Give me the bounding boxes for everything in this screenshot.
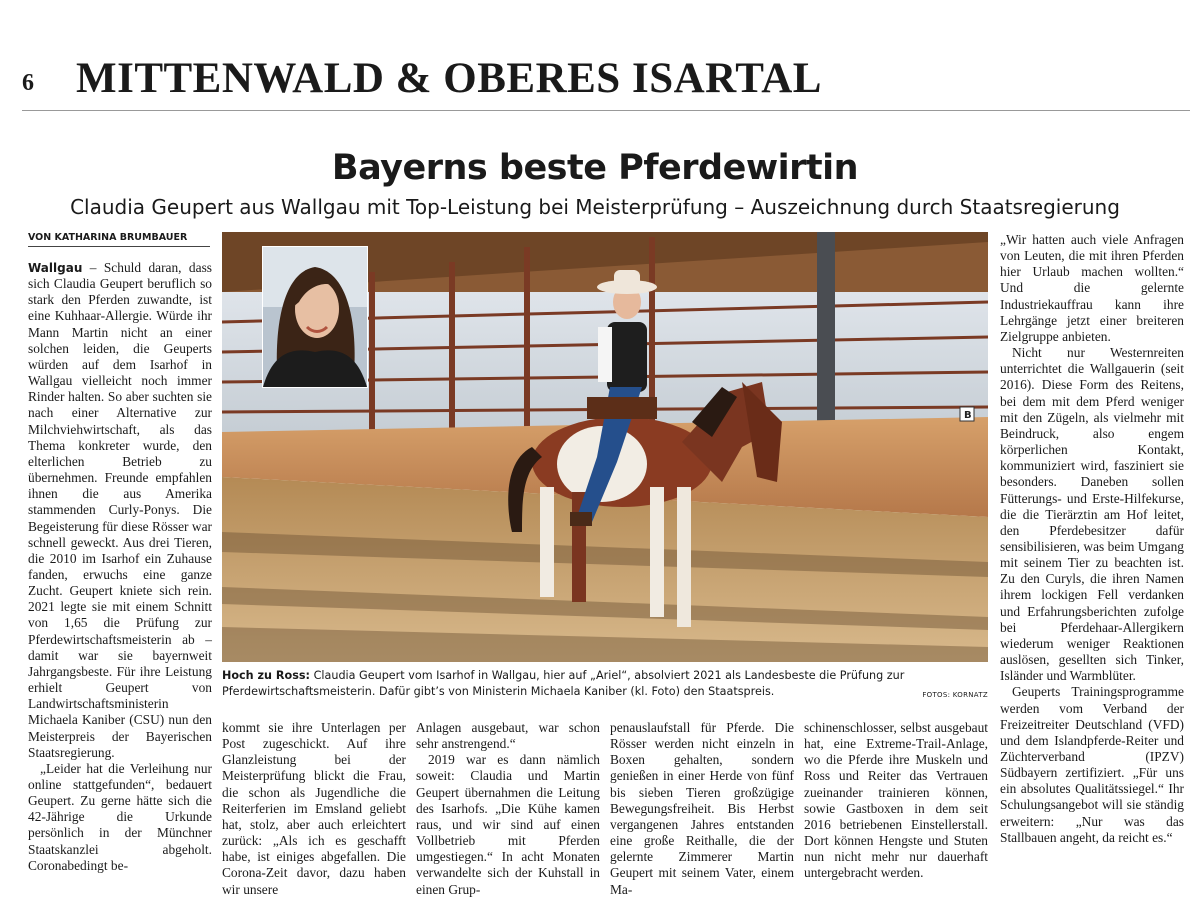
byline: VON KATHARINA BRUMBAUER — [28, 232, 210, 247]
paragraph: Geuperts Trainingsprogramme werden vom Verband der Freizeitreiter Deutschland (VFD) und dem Islandpferde-Reiter und Züchterverband (IPZV) Südbayern zertifiziert. „Für uns ein absolutes Qualitätssiegel.“ Ihr Schulungsangebot will sie ständig erweitern: „Nur was das Stallbauen angeht, da reicht es.“ — [1000, 684, 1184, 845]
paragraph: Wallgau – Schuld daran, dass sich Claudia Geupert beruflich so stark den Pferden zuwandte, ist eine Kuhhaar-Allergie. Würde ihr Mann Martin nicht an einer solchen leiden, die Geuperts würden auf dem Isarhof in Wallgau vielleicht noch immer Rinder halten. So aber suchten sie nach einer Alternative zur Milchviehwirtschaft, als das Thema konkreter wurde, den elterlichen Betrieb zu übernehmen. Freunde empfahlen ihnen die aus Amerika stammenden Curly-Ponys. Die Begeisterung für diese Rösser war schnell geweckt. Aus drei Tieren, die 2010 im Isarhof ein Zuhause fanden, erwuchs eine ganze Zucht. Geupert kniete sich rein. 2021 legte sie mit einem Schnitt von 1,65 die Prüfung zur Pferdewirtschaftsmeisterin ab – damit war sie bayernweit Jahrgangsbeste. Für ihre Leistung erhielt Geupert von Landwirtschaftsministerin Michaela Kaniber (CSU) nun den Meisterpreis der Bayerischen Staatsregierung. — [28, 260, 212, 760]
paragraph: kommt sie ihre Unterlagen per Post zugeschickt. Auf ihre Glanzleistung bei der Meisterprüfung blickt die Frau, die schon als Jugendliche die Reiterferien im Emsland geliebt hat, stolz, aber auch erleichtert zurück: „Als ich es geschafft habe, ist einiges abgefallen. Die Corona-Zeit davor, dazu haben wir unsere — [222, 720, 406, 897]
paragraph: „Wir hatten auch viele Anfragen von Leuten, die mit ihren Pferden hier Urlaub machen wollten.“ Und die gelernte Industriekauffrau kann ihre Lehrgänge jetzt einer breiteren Zielgruppe anbieten. — [1000, 232, 1184, 344]
article-column-1 — [28, 260, 212, 874]
page-number: 6 — [22, 70, 34, 96]
inset-portrait — [262, 246, 368, 388]
section-title: MITTENWALD & OBERES ISARTAL — [76, 55, 822, 102]
paragraph: Nicht nur Westernreiten unterrichtet die Wallgauerin (seit 2016). Diese Form des Reitens, bei dem mit dem Pferd weniger mit den Zügeln, als vielmehr mit Beindruck, also engem körperlichen Kontakt, kommuniziert wird, fasziniert sie besonders. Daneben sollen Fütterungs- und Erste-Hilfekurse, die die Tierärztin am Hof leitet, den Pferdebesitzer dafür sensibilisieren, was beim Umgang mit seinem Tier zu beachten ist. Zu den Curyls, die ihren Namen ihrem lockigen Fell verdanken und Erfahrungsberichten zufolge bei Pferdehaar-Allergikern wiederum weniger Reaktionen auslösen, gesellten sich Tinker, Isländer und Warmblüter. — [1000, 345, 1184, 684]
article-subheadline: Claudia Geupert aus Wallgau mit Top-Leistung bei Meisterprüfung – Auszeichnung durch Staatsregierung — [70, 195, 1120, 219]
article-column-6 — [1000, 232, 1184, 846]
paragraph: schinenschlosser, selbst ausgebaut hat, eine Extreme-Trail-Anlage, wo die Pferde ihre Muskeln und Ross und Reiter das Vertrauen zueinander trainieren können, sowie Gastboxen in dem seit 2016 betriebenen Einstellerstall. Dort können Hengste und Stuten nun nicht mehr nur dauerhaft untergebracht werden. — [804, 720, 988, 881]
hall-letter-sign: B — [964, 410, 972, 421]
article-headline: Bayerns beste Pferdewirtin — [331, 148, 859, 188]
article-column-4 — [610, 720, 794, 898]
caption-lead: Hoch zu Ross: — [222, 669, 311, 682]
paragraph: Anlagen ausgebaut, war schon sehr anstrengend.“ — [416, 720, 600, 752]
paragraph: „Leider hat die Verleihung nur online stattgefunden“, bedauert Geupert. Zu gerne hätte sich die 42-Jährige die Urkunde persönlich in der Münchner Staatskanzlei abgeholt. Coronabedingt be- — [28, 760, 212, 873]
photo-credit: FOTOS: KORNATZ — [922, 690, 988, 699]
article-column-2 — [222, 720, 406, 898]
caption-text: Claudia Geupert vom Isarhof in Wallgau, hier auf „Ariel“, absolviert 2021 als Landesbeste die Prüfung zur Pferdewirtschaftsmeisterin. Dafür gibt’s von Ministerin Michaela Kaniber (kl. Foto) den Staatspreis. — [222, 669, 905, 698]
portrait-illustration — [263, 247, 367, 387]
header-rule — [22, 110, 1190, 111]
paragraph: penauslaufstall für Pferde. Die Rösser werden nicht einzeln in Boxen gehalten, sondern genießen in einer Herde von fünf bis sieben Tieren großzügige Bewegungsfreiheit. Bis Herbst vergangenen Jahres entstanden eine große Reithalle, die der gelernte Zimmerer Martin Geupert mit seinem Vater, einem Ma- — [610, 720, 794, 897]
photo-caption — [222, 668, 988, 703]
article-column-5 — [804, 720, 988, 882]
paragraph: 2019 war es dann nämlich soweit: Claudia und Martin Geupert übernahmen die Leitung des Isarhofs. „Die Kühe kamen raus, und wir sind auf einen Vollbetrieb mit Pferden umgestiegen.“ In acht Monaten verwandelte sich der Kuhstall in einen Grup- — [416, 752, 600, 897]
article-column-3 — [416, 720, 600, 898]
dateline: Wallgau — [28, 261, 83, 275]
